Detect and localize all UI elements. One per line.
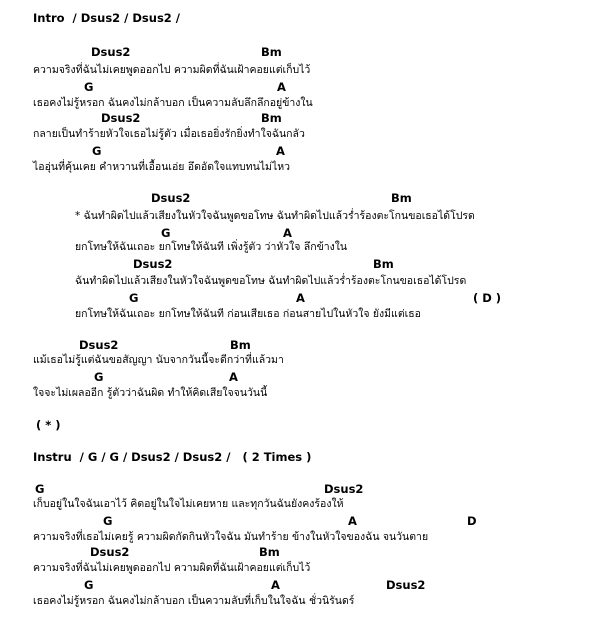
lyric-line: เก็บอยู่ในใจฉันเอาไว้ คิดอยู่ในใจไม่เคยหาย และทุกวันฉันยังคงร้องให้ <box>33 498 344 510</box>
chord-g: G <box>92 144 102 158</box>
chord-dsus2: Dsus2 <box>324 482 364 496</box>
chord-d: ( D ) <box>473 291 502 305</box>
chord-dsus2: Dsus2 <box>90 545 130 559</box>
chord-a: A <box>276 144 285 158</box>
chord-a: A <box>229 370 238 384</box>
chord-dsus2: Dsus2 <box>91 45 131 59</box>
chord-bm: Bm <box>230 338 251 352</box>
chord-dsus2: Dsus2 <box>386 578 426 592</box>
chord-dsus2: Dsus2 <box>101 111 141 125</box>
lyric-line: ยกโทษให้ฉันเถอะ ยกโทษให้ฉันที เพิ่งรู้ตัว ว่าหัวใจ ลึกข้างใน <box>75 241 348 253</box>
chord-g: G <box>161 226 171 240</box>
lyric-line: กลายเป็นทำร้ายหัวใจเธอไม่รู้ตัว เมื่อเธอยิ่งรักยิ่งทำใจฉันกลัว <box>33 128 305 140</box>
chord-g: G <box>35 482 45 496</box>
chord-bm: Bm <box>259 545 280 559</box>
repeat-chorus-marker: ( * ) <box>36 418 61 432</box>
chord-a: A <box>296 291 305 305</box>
lyric-line: ความจริงที่ฉันไม่เคยพูดออกไป ความผิดที่ฉันเฝ้าคอยแต่เก็บไว้ <box>33 562 311 574</box>
chord-g: G <box>84 578 94 592</box>
chord-g: G <box>94 370 104 384</box>
chord-g: G <box>103 514 113 528</box>
chord-d: D <box>467 514 477 528</box>
lyric-line: ความจริงที่ฉันไม่เคยพูดออกไป ความผิดที่ฉันเฝ้าคอยแต่เก็บไว้ <box>33 64 311 76</box>
chord-a: A <box>277 80 286 94</box>
lyric-line: ไออุ่นที่คุ้นเคย คำหวานที่เอื้อนเอ่ย อึดอัดใจแทบทนไม่ไหว <box>33 161 291 173</box>
lyric-line: ยกโทษให้ฉันเถอะ ยกโทษให้ฉันที ก่อนเสียเธอ ก่อนสายไปในหัวใจ ยังมีแต่เธอ <box>75 308 421 320</box>
chord-dsus2: Dsus2 <box>79 338 119 352</box>
chord-a: A <box>283 226 292 240</box>
chord-bm: Bm <box>261 111 282 125</box>
chord-dsus2: Dsus2 <box>133 257 173 271</box>
intro-heading: Intro / Dsus2 / Dsus2 / <box>33 11 181 25</box>
chord-g: G <box>129 291 139 305</box>
lyric-line: ใจจะไม่เผลออีก รู้ตัวว่าฉันผิด ทำให้คิดเสียใจจนวันนี้ <box>33 387 268 399</box>
chord-dsus2: Dsus2 <box>151 191 191 205</box>
chord-a: A <box>348 514 357 528</box>
lyric-line: ฉันทำผิดไปแล้วเสียงในหัวใจฉันพูดขอโทษ ฉันทำผิดไปแล้วร่ำร้องตะโกนขอเธอได้โปรด <box>75 275 467 287</box>
chord-a: A <box>271 578 280 592</box>
lyric-line: แม้เธอไม่รู้แต่ฉันขอสัญญา นับจากวันนี้จะดีกว่าที่แล้วมา <box>33 354 284 366</box>
instrumental-heading: Instru / G / G / Dsus2 / Dsus2 / ( 2 Times ) <box>33 450 312 464</box>
chord-bm: Bm <box>373 257 394 271</box>
lyric-line: เธอคงไม่รู้หรอก ฉันคงไม่กล้าบอก เป็นความลับที่เก็บในใจฉัน ชั่วนิรันดร์ <box>33 595 355 607</box>
chord-bm: Bm <box>261 45 282 59</box>
chord-g: G <box>84 80 94 94</box>
lyric-line: * ฉันทำผิดไปแล้วเสียงในหัวใจฉันพูดขอโทษ ฉันทำผิดไปแล้วร่ำร้องตะโกนขอเธอได้โปรด <box>75 210 475 222</box>
chord-bm: Bm <box>391 191 412 205</box>
lyric-line: เธอคงไม่รู้หรอก ฉันคงไม่กล้าบอก เป็นความลับลึกลึกอยู่ข้างใน <box>33 97 313 109</box>
lyric-line: ความจริงที่เธอไม่เคยรู้ ความผิดกัดกินหัวใจฉัน มันทำร้าย ข้างในหัวใจของฉัน จนวันตาย <box>33 531 429 543</box>
